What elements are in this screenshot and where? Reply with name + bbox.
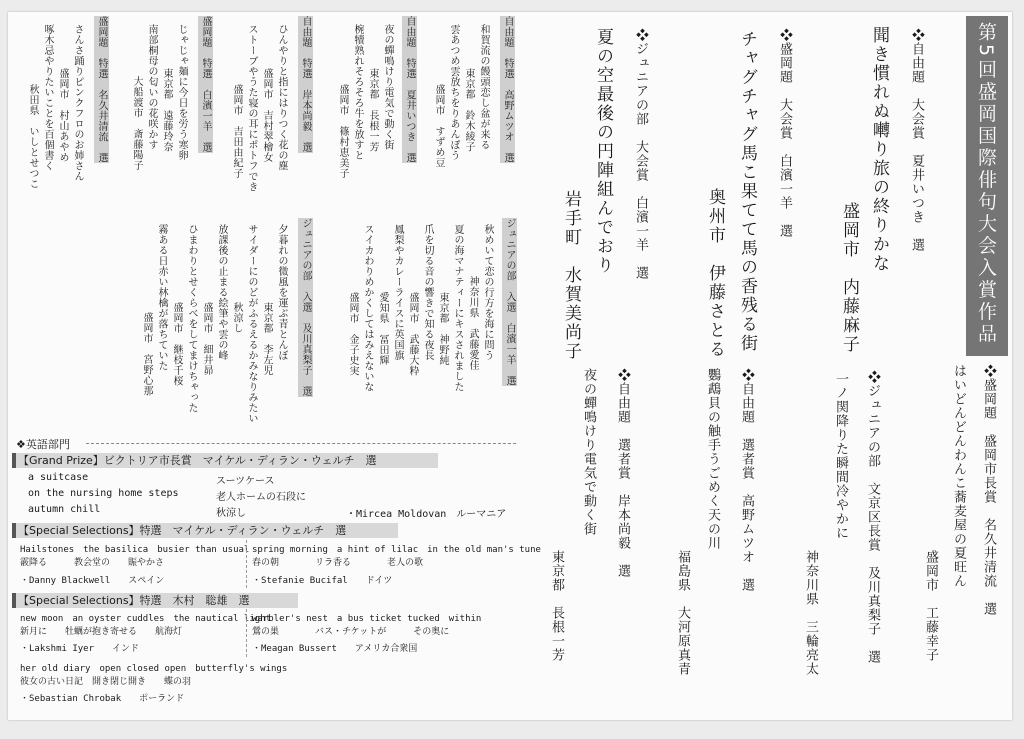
author: 盛岡市 吉田由紀子	[231, 84, 242, 179]
haiku: 霧ある日赤い林檎が落ちていた	[156, 224, 167, 371]
author: ・Meagan Bussert アメリカ合衆国	[252, 644, 418, 654]
haiku: 雲あつめ雲放ちをりあんぽう	[448, 24, 459, 161]
award-heading: ❖自由題 大会賞 夏井いつき 選	[909, 28, 924, 252]
award-heading: ❖盛岡題 盛岡市長賞 名久井清流 選	[981, 364, 996, 616]
haiku: 秋涼し	[231, 302, 242, 334]
haiku: サイダーにのどがふるえるかみなりみたい	[246, 224, 257, 424]
haiku: ひんやりと指にはりつく花の塵	[276, 24, 287, 171]
award-heading: ❖自由題 選者賞 高野ムツオ 選	[739, 368, 754, 592]
author: 盛岡市 篠村恵美子	[337, 84, 348, 179]
author: ・Stefanie Bucifal ドイツ	[252, 576, 393, 586]
haiku-en: on the nursing home steps	[28, 488, 179, 499]
award-haiku: はいどんどんわんこ蕎麦屋の夏旺ん	[951, 364, 966, 588]
haiku-en: warbler's nest a bus ticket tucked within	[252, 614, 482, 624]
haiku-en: autumn chill	[28, 504, 101, 515]
author: 東京都 遠藤玲奈	[161, 68, 172, 152]
author: 盛岡市 金子史実	[347, 292, 358, 376]
award-haiku: 夜の蟬鳴けり電気で動く街	[581, 368, 596, 536]
award-haiku: チャグチャグ馬こ果てて馬の香残る街	[737, 30, 757, 353]
award-author: 奥州市 伊藤さとる	[705, 188, 725, 359]
author: 東京都 李左児	[261, 302, 272, 376]
author: 盛岡市 村山あやめ	[57, 68, 68, 163]
selection-heading: 盛岡題 特選 白濱一羊 選	[200, 16, 211, 153]
award-heading: ❖盛岡題 大会賞 白濱一羊 選	[777, 28, 792, 238]
haiku: 放課後の止まる絵筆や雲の峰	[216, 224, 227, 361]
special-selection-bar: 【Special Selections】特選 木村 聡雄 選	[12, 593, 298, 608]
author: 盛岡市 継枝千桜	[171, 302, 182, 386]
author: 大船渡市 斎藤陽子	[131, 76, 142, 171]
award-author: 岩手町 水賀美尚子	[561, 190, 581, 361]
haiku: スイカわりめかくしてはみえないな	[362, 224, 373, 392]
author: 盛岡市 すずめ豆	[433, 84, 444, 168]
award-haiku: 鸚鵡貝の触手うごめく天の川	[705, 368, 720, 550]
haiku-ja: 新月に 牡蠣が抱き寄せる 航海灯	[20, 627, 183, 637]
author: 盛岡市 武藤大粋	[407, 292, 418, 376]
award-author: 神奈川県 三輪亮太	[803, 550, 818, 676]
author: 愛知県 冨田輝	[377, 292, 388, 366]
haiku-ja: 鶯の巣 バス・チケットが その奥に	[252, 627, 450, 637]
haiku: 夕暮れの微風を運ぶ青とんぼ	[276, 224, 287, 361]
author: 盛岡市 細井昴	[201, 302, 212, 376]
award-haiku: 聞き慣れぬ囀り旅の終りかな	[869, 26, 889, 273]
haiku: 和賀流の饅頭恋し盆が来る	[478, 24, 489, 150]
haiku-en: new moon an oyster cuddles the nautical light	[20, 614, 271, 624]
haiku: 夏の海マナティーにキスされました	[452, 224, 463, 392]
award-heading: ❖ジュニアの部 文京区長賞 及川真梨子 選	[865, 370, 880, 664]
award-author: 福島県 大河原真青	[675, 550, 690, 676]
author: 神奈川県 武藤愛佳	[467, 276, 478, 371]
selection-heading: ジュニアの部 入選 及川真梨子 選	[300, 218, 311, 397]
haiku-en: spring morning a hint of lilac in the old man's tune	[252, 545, 541, 555]
author: 秋田県 いしとせつこ	[27, 84, 38, 189]
haiku: 啄木忌やりたいことを百個書く	[42, 24, 53, 171]
haiku: 夜の蟬鳴けり電気で動く街	[382, 24, 393, 150]
haiku: 椀犢熟れそろそろ牛を放すと	[352, 24, 363, 161]
award-heading: ❖自由題 選者賞 岸本尚毅 選	[615, 368, 630, 578]
haiku-en: her old diary open closed open butterfly's wings	[20, 664, 288, 674]
haiku-ja: 春の朝 リラ香る 老人の歌	[252, 558, 424, 568]
author: 東京都 神野純	[437, 292, 448, 366]
special-selection-bar: 【Special Selections】特選 マイケル・ディラン・ウェルチ 選	[12, 523, 398, 538]
award-heading: ❖ジュニアの部 大会賞 白濱一羊 選	[633, 28, 648, 280]
author: ・Danny Blackwell スペイン	[20, 576, 165, 586]
author: 盛岡市 宮野心那	[141, 312, 152, 396]
page-title: 第5回盛岡国際俳句大会入賞作品	[975, 22, 997, 346]
author: ・Mircea Moldovan ルーマニア	[346, 509, 507, 520]
haiku-ja: スーツケース	[216, 476, 275, 487]
selection-heading: 盛岡題 特選 名久井清流 選	[96, 16, 107, 163]
selection-heading: 自由題 特選 岸本尚毅 選	[300, 16, 311, 153]
selection-heading: 自由題 特選 高野ムツオ 選	[502, 16, 513, 163]
author: 東京都 長根一芳	[367, 68, 378, 152]
author: ・Lakshmi Iyer インド	[20, 644, 140, 654]
divider	[246, 540, 247, 588]
haiku-ja: 秋涼し	[216, 508, 246, 519]
haiku: さんさ踊りピンクフロのお姉さん	[72, 24, 83, 182]
award-haiku: 夏の空最後の円陣組んでおり	[593, 28, 613, 275]
haiku-en: Hailstones the basilica busier than usual	[20, 545, 250, 555]
divider	[246, 609, 247, 657]
author: ・Sebastian Chrobak ポーランド	[20, 694, 185, 704]
award-haiku: 一ノ関降りた瞬間冷やかに	[833, 372, 848, 540]
author: 盛岡市 吉村翠檜女	[261, 68, 272, 163]
selection-heading: 自由題 特選 夏井いつき 選	[404, 16, 415, 163]
award-author: 東京都 長根一芳	[549, 550, 564, 662]
grand-prize-bar: 【Grand Prize】ビクトリア市長賞 マイケル・ディラン・ウェルチ 選	[12, 453, 438, 468]
haiku: ストーブやうた寝の耳にポトフでき	[246, 24, 257, 192]
haiku: 南部桐母の匂いの花咲かす	[146, 24, 157, 150]
haiku: 爪を切る音の響きで知る夜長	[422, 224, 433, 361]
awards-page	[8, 12, 1012, 720]
haiku: 鳳梨やカレーライスに英国旗	[392, 224, 403, 361]
award-author: 盛岡市 工藤幸子	[923, 550, 938, 662]
award-author: 盛岡市 内藤麻子	[839, 202, 859, 354]
author: 東京都 鈴木綾子	[463, 68, 474, 152]
haiku: ひまわりとせくらべをしてまけちゃった	[186, 224, 197, 413]
haiku: 秋めいて恋の行方を海に問う	[482, 224, 493, 361]
haiku-ja: 老人ホームの石段に	[216, 492, 306, 503]
haiku-ja: 彼女の古い日記 開き閉じ開き 蝶の羽	[20, 677, 192, 687]
haiku-ja: 霰降る 教会堂の 賑やかさ	[20, 558, 165, 568]
english-section-heading: ❖英語部門	[16, 438, 70, 451]
divider	[86, 443, 516, 444]
haiku-en: a suitcase	[28, 472, 89, 483]
haiku: じゃじゃ麺に今日を労う寒卵	[176, 24, 187, 161]
selection-heading: ジュニアの部 入選 白濱一羊 選	[504, 218, 515, 386]
title-band	[966, 16, 1008, 356]
